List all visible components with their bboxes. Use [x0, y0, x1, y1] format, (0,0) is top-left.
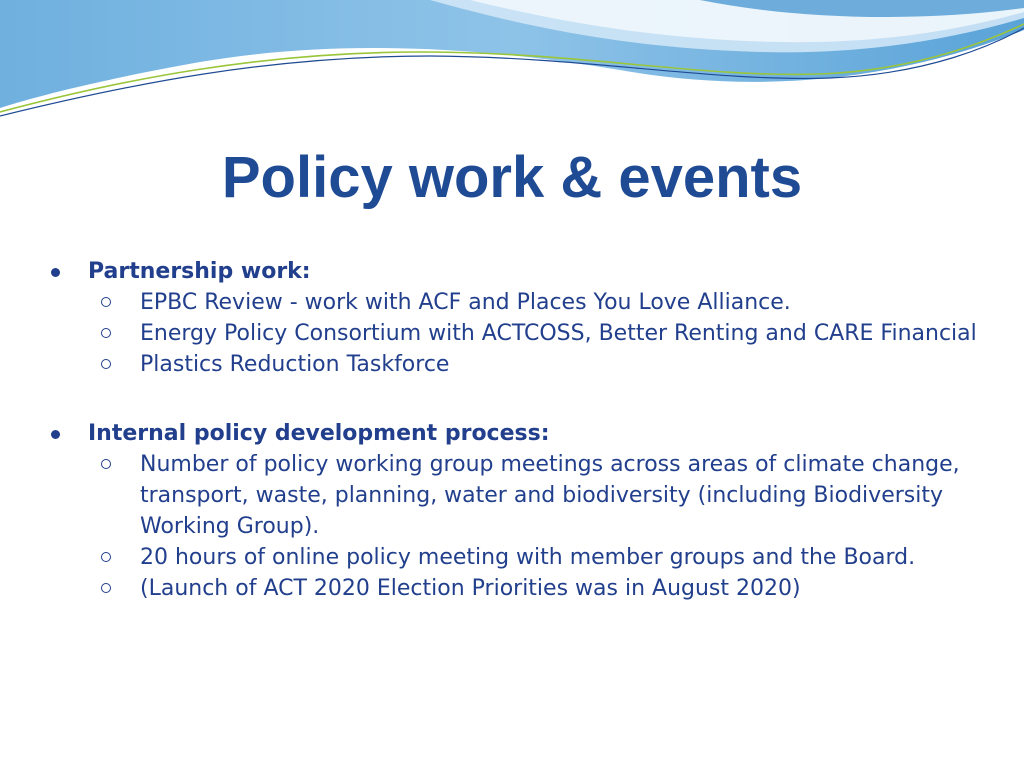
filled-bullet-icon — [51, 430, 60, 439]
list-item-text: 20 hours of online policy meeting with member groups and the Board. — [140, 545, 916, 570]
section-head — [0, 256, 1024, 287]
hollow-bullet-icon — [101, 297, 111, 307]
section-internal-policy — [0, 418, 1024, 604]
filled-bullet-icon — [51, 268, 60, 277]
list-item — [0, 349, 1024, 380]
list-item — [0, 542, 1024, 573]
sub-bullet-list — [0, 287, 1024, 380]
wave-banner-decoration — [0, 0, 1024, 130]
slide-title: Policy work & events — [221, 145, 803, 210]
hollow-bullet-icon — [101, 328, 111, 338]
section-title: Partnership work: — [88, 259, 311, 284]
list-item — [0, 573, 1024, 604]
list-item — [0, 449, 1024, 542]
list-item-text: Plastics Reduction Taskforce — [140, 352, 450, 377]
section-partnership-work — [0, 256, 1024, 380]
hollow-bullet-icon — [101, 583, 111, 593]
list-item-text: EPBC Review - work with ACF and Places You Love Alliance. — [140, 290, 791, 315]
list-item-text: Energy Policy Consortium with ACTCOSS, Better Renting and CARE Financial — [140, 321, 977, 346]
section-title: Internal policy development process: — [88, 421, 550, 446]
list-item-text: (Launch of ACT 2020 Election Priorities was in August 2020) — [140, 576, 801, 601]
list-item — [0, 318, 1024, 349]
slide-content — [0, 256, 1024, 604]
hollow-bullet-icon — [101, 552, 111, 562]
list-item — [0, 287, 1024, 318]
sub-bullet-list — [0, 449, 1024, 604]
hollow-bullet-icon — [101, 459, 111, 469]
hollow-bullet-icon — [101, 359, 111, 369]
list-item-text: Number of policy working group meetings across areas of climate change, transport, waste, planning, water and biodiversity (including Biodiversity Working Group). — [140, 452, 960, 539]
section-head — [0, 418, 1024, 449]
